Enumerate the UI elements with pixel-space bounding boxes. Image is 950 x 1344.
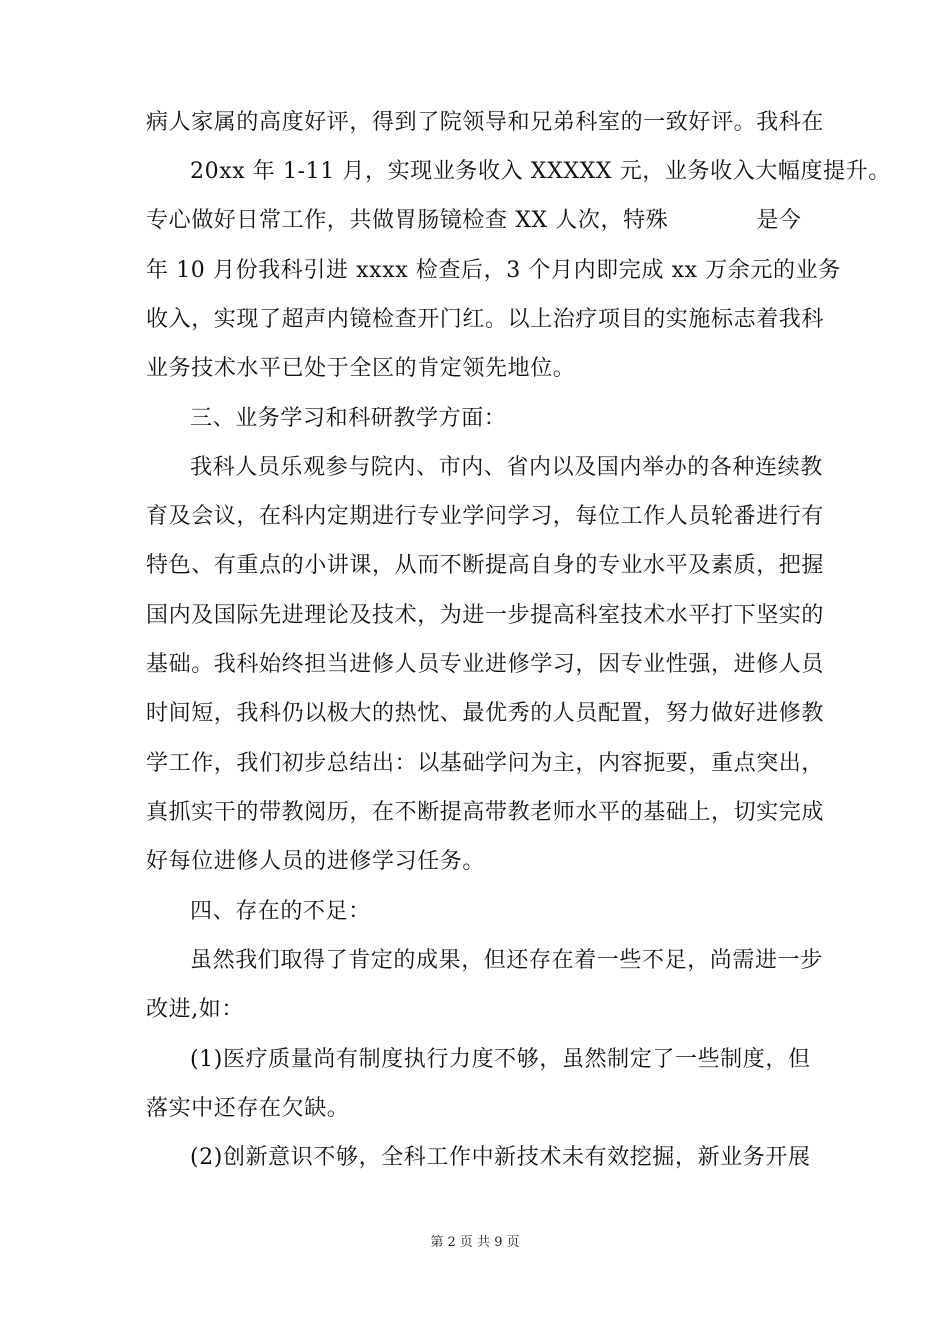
text-line: 好每位进修人员的进修学习任务。 — [146, 849, 486, 874]
text-line: 20xx 年 1-11 月，实现业务收入 XXXXX 元，业务收入大幅度提升。 — [190, 159, 891, 184]
text-line — [146, 206, 810, 236]
text-line: (2)创新意识不够，全科工作中新技术未有效挖掘，新业务开展 — [190, 1145, 811, 1170]
section-heading: 四、存在的不足： — [190, 899, 371, 924]
text-line: 落实中还存在欠缺。 — [146, 1096, 350, 1121]
text-line: 真抓实干的带教阅历，在不断提高带教老师水平的基础上，切实完成 — [146, 800, 825, 825]
text-line: 时间短，我科仍以极大的热忱、最优秀的人员配置，努力做好进修教 — [146, 701, 825, 726]
text-line: 基础。我科始终担当进修人员专业进修学习，因专业性强，进修人员 — [146, 652, 825, 677]
text-line: 国内及国际先进理论及技术，为进一步提高科室技术水平打下坚实的 — [146, 603, 825, 628]
text-line: 改进,如： — [146, 997, 244, 1022]
text-line: 年 10 月份我科引进 xxxx 检查后，3 个月内即完成 xx 万余元的业务 — [146, 258, 841, 283]
text-line: 学工作，我们初步总结出：以基础学问为主，内容扼要，重点突出， — [146, 751, 825, 776]
text-line: 育及会议，在科内定期进行专业学问学习，每位工作人员轮番进行有 — [146, 504, 825, 529]
text-line: 虽然我们取得了肯定的成果，但还存在着一些不足，尚需进一步 — [190, 948, 823, 973]
section-heading: 三、业务学习和科研教学方面： — [190, 406, 507, 431]
text-line: 业务技术水平已处于全区的肯定领先地位。 — [146, 356, 576, 381]
text-segment: 是今 — [756, 208, 802, 233]
text-line: (1)医疗质量尚有制度执行力度不够，虽然制定了一些制度，但 — [190, 1047, 811, 1072]
text-line: 我科人员乐观参与院内、市内、省内以及国内举办的各种连续教 — [190, 455, 823, 480]
text-segment: 专心做好日常工作，共做胃肠镜检查 XX 人次，特殊 — [146, 208, 669, 233]
text-line: 病人家属的高度好评，得到了院领导和兄弟科室的一致好评。我科在 — [146, 110, 825, 135]
text-line: 特色、有重点的小讲课，从而不断提高自身的专业水平及素质，把握 — [146, 553, 825, 578]
page-number: 第 2 页 共 9 页 — [430, 1235, 520, 1250]
text-line: 收入，实现了超声内镜检查开门红。以上治疗项目的实施标志着我科 — [146, 307, 825, 332]
